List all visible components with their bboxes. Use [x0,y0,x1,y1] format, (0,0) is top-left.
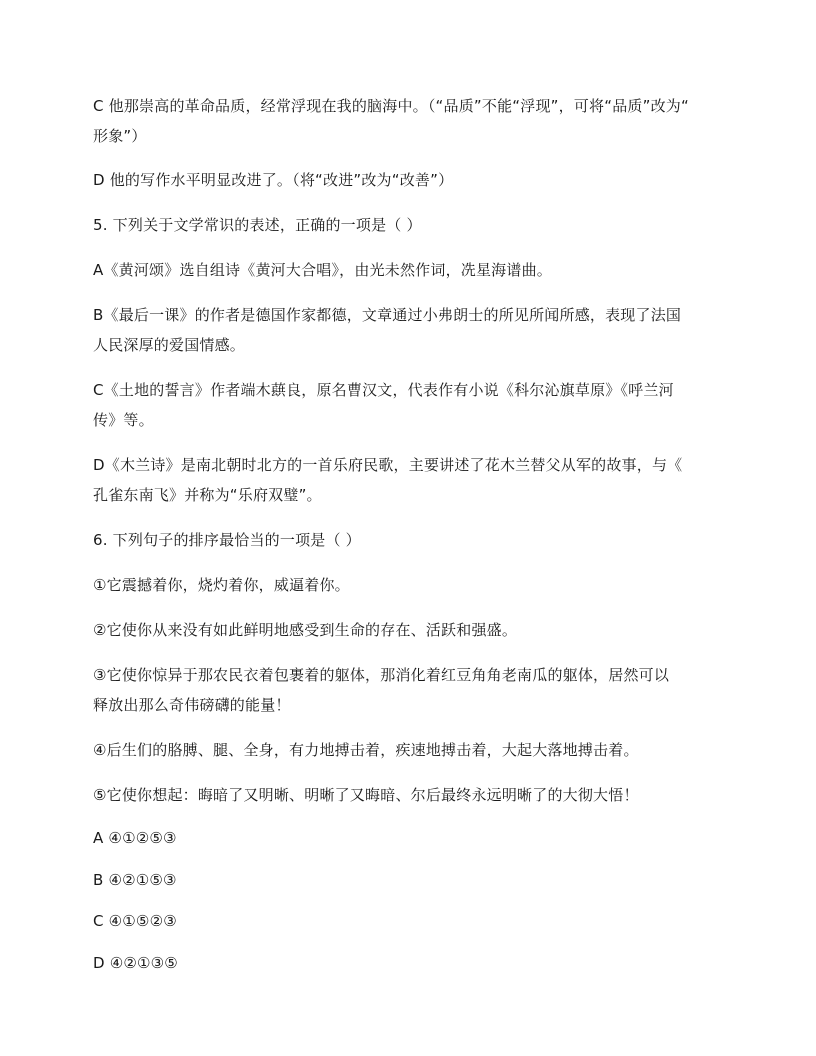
q6-option-c: C ④①⑤②③ [93,912,177,930]
q5-option-d-line-1: D《木兰诗》是南北朝时北方的一首乐府民歌，主要讲述了花木兰替父从军的故事，与《 [93,456,683,474]
question-6-stem: 6. 下列句子的排序最恰当的一项是（ ） [93,531,361,549]
q6-sentence-5: ⑤它使你想起：晦暗了又明晰、明晰了又晦暗、尔后最终永远明晰了的大彻大悟！ [93,786,639,804]
q5-option-b-line-2: 人民深厚的爱国情感。 [93,336,246,354]
q6-option-b: B ④②①⑤③ [93,871,177,889]
q6-sentence-1: ①它震撼着你，烧灼着你，威逼着你。 [93,576,350,594]
question-5-stem: 5. 下列关于文学常识的表述，正确的一项是（ ） [93,216,422,234]
q5-option-c-line-1: C《土地的誓言》作者端木蕻良，原名曹汉文，代表作有小说《科尔沁旗草原》《呼兰河 [93,381,674,399]
q6-option-d: D ④②①③⑤ [93,954,178,972]
q5-option-a: A《黄河颂》选自组诗《黄河大合唱》，由光未然作词，冼星海谱曲。 [93,261,552,279]
option-d-line: D 他的写作水平明显改进了。（将“改进”改为“改善”） [93,171,454,189]
q5-option-c-line-2: 传》等。 [93,411,154,429]
q6-option-a: A ④①②⑤③ [93,829,177,847]
q6-sentence-3-line-1: ③它使你惊异于那农民衣着包裹着的躯体，那消化着红豆角角老南瓜的躯体，居然可以 [93,666,670,684]
q6-sentence-4: ④后生们的胳膊、腿、全身，有力地搏击着，疾速地搏击着，大起大落地搏击着。 [93,741,639,759]
option-c-line-2: 形象”） [93,127,147,145]
q6-sentence-3-line-2: 释放出那么奇伟磅礴的能量！ [93,696,291,714]
q5-option-d-line-2: 孔雀东南飞》并称为“乐府双璧”。 [93,486,322,504]
q5-option-b-line-1: B《最后一课》的作者是德国作家都德，文章通过小弗朗士的所见所闻所感，表现了法国 [93,306,682,324]
q6-sentence-2: ②它使你从来没有如此鲜明地感受到生命的存在、活跃和强盛。 [93,621,518,639]
option-c-line-1: C 他那崇高的革命品质，经常浮现在我的脑海中。（“品质”不能“浮现”，可将“品质”改为“ [93,97,689,115]
